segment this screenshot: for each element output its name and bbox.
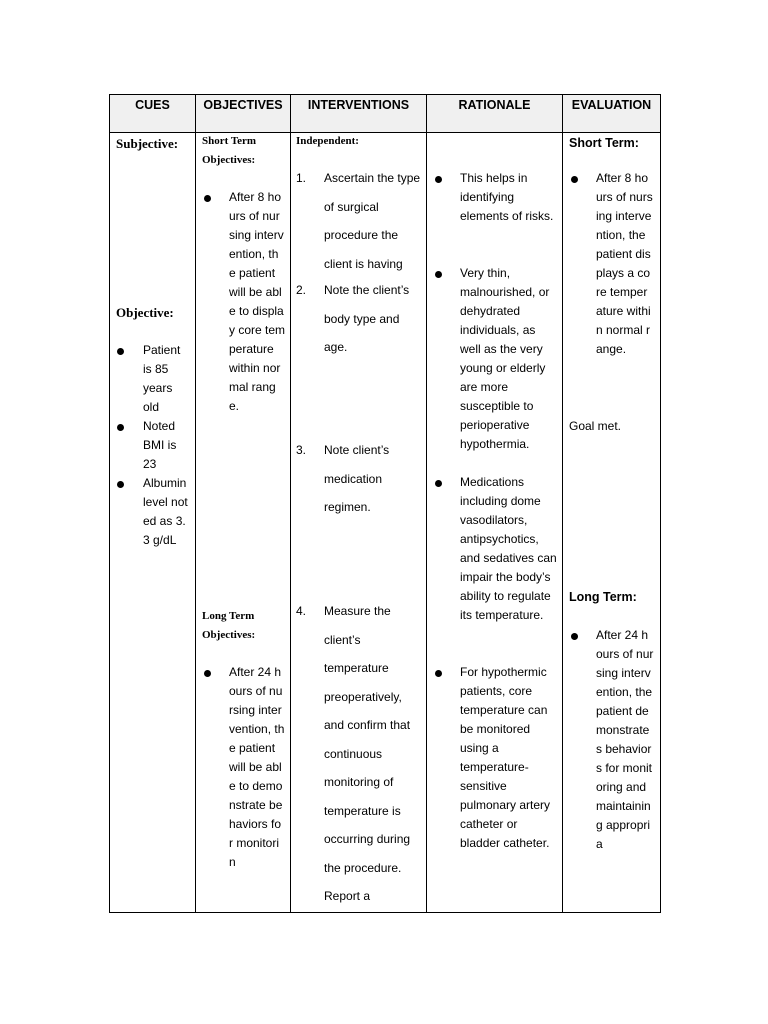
intervention-item: Note client’s medication regimen. <box>324 443 390 514</box>
intervention-number: 3. <box>296 443 307 457</box>
short-term-evaluation: After 8 hours of nursing intervention, the patient displays a core temperature within normal range. <box>596 171 653 356</box>
short-term-objectives-label: Short Term Objectives: <box>202 135 257 166</box>
long-term-objectives-label: Long Term Objectives: <box>202 610 256 641</box>
cue-item-age: Patient is 85 years old <box>143 343 181 414</box>
intervention-item: Note the client’s body type and age. <box>324 283 410 354</box>
intervention-number: 4. <box>296 604 307 618</box>
bullet-icon <box>204 195 211 202</box>
header-row <box>110 95 661 133</box>
intervention-item: Measure the client’s temperature preoperatively, and confirm that continuous monitoring of temperature is occurring during the procedure. Report a <box>324 604 411 903</box>
bullet-icon <box>571 176 578 183</box>
subjective-label: Subjective: <box>116 136 179 151</box>
rationale-item: Very thin, malnourished, or dehydrated individuals, as well as the very young or elderly are more susceptible to perioperative hypothermia. <box>460 266 550 451</box>
long-term-evaluation: After 24 hours of nursing intervention, the patient demonstrates behaviors for monitoring and maintaining appropria <box>596 628 654 851</box>
bullet-icon <box>435 271 442 278</box>
short-term-label: Short Term: <box>569 136 639 150</box>
rationale-item: For hypothermic patients, core temperature can be monitored using a temperature-sensitive pulmonary artery catheter or bladder catheter. <box>460 665 551 850</box>
bullet-icon <box>435 670 442 677</box>
bullet-icon <box>117 481 124 488</box>
rationale-item: Medications including dome vasodilators, antipsychotics, and sedatives can impair the body’s ability to regulate its temperature. <box>460 475 557 622</box>
bullet-icon <box>204 670 211 677</box>
bullet-icon <box>435 176 442 183</box>
rationale-item: This helps in identifying elements of risks. <box>460 171 554 223</box>
long-term-objective: After 24 hours of nursing intervention, the patient will be able to demonstrate behaviors for monitorin <box>229 665 285 869</box>
short-term-objective: After 8 hours of nursing intervention, the patient will be able to display core temperature within normal range. <box>229 190 286 413</box>
nursing-care-plan-table <box>109 94 661 913</box>
rationale-cell <box>427 133 563 913</box>
long-term-label: Long Term: <box>569 590 637 604</box>
objectives-cell <box>196 133 291 913</box>
goal-met-text: Goal met. <box>569 419 622 433</box>
bullet-icon <box>571 633 578 640</box>
header-interventions: INTERVENTIONS <box>291 95 427 133</box>
interventions-cell <box>291 133 427 913</box>
content-row <box>110 133 661 913</box>
intervention-number: 2. <box>296 283 307 297</box>
bullet-icon <box>117 348 124 355</box>
intervention-number: 1. <box>296 171 307 185</box>
header-rationale: RATIONALE <box>427 95 563 133</box>
evaluation-cell <box>563 133 661 913</box>
header-evaluation: EVALUATION <box>563 95 661 133</box>
cues-cell <box>110 133 196 913</box>
bullet-icon <box>435 480 442 487</box>
header-cues: CUES <box>110 95 196 133</box>
header-objectives: OBJECTIVES <box>196 95 291 133</box>
cue-item-bmi: Noted BMI is 23 <box>143 419 177 471</box>
intervention-item: Ascertain the type of surgical procedure the client is having <box>324 171 421 271</box>
objective-label: Objective: <box>116 305 174 320</box>
bullet-icon <box>117 424 124 431</box>
independent-label: Independent: <box>296 135 359 147</box>
cue-item-albumin: Albumin level noted as 3.3 g/dL <box>143 476 188 547</box>
